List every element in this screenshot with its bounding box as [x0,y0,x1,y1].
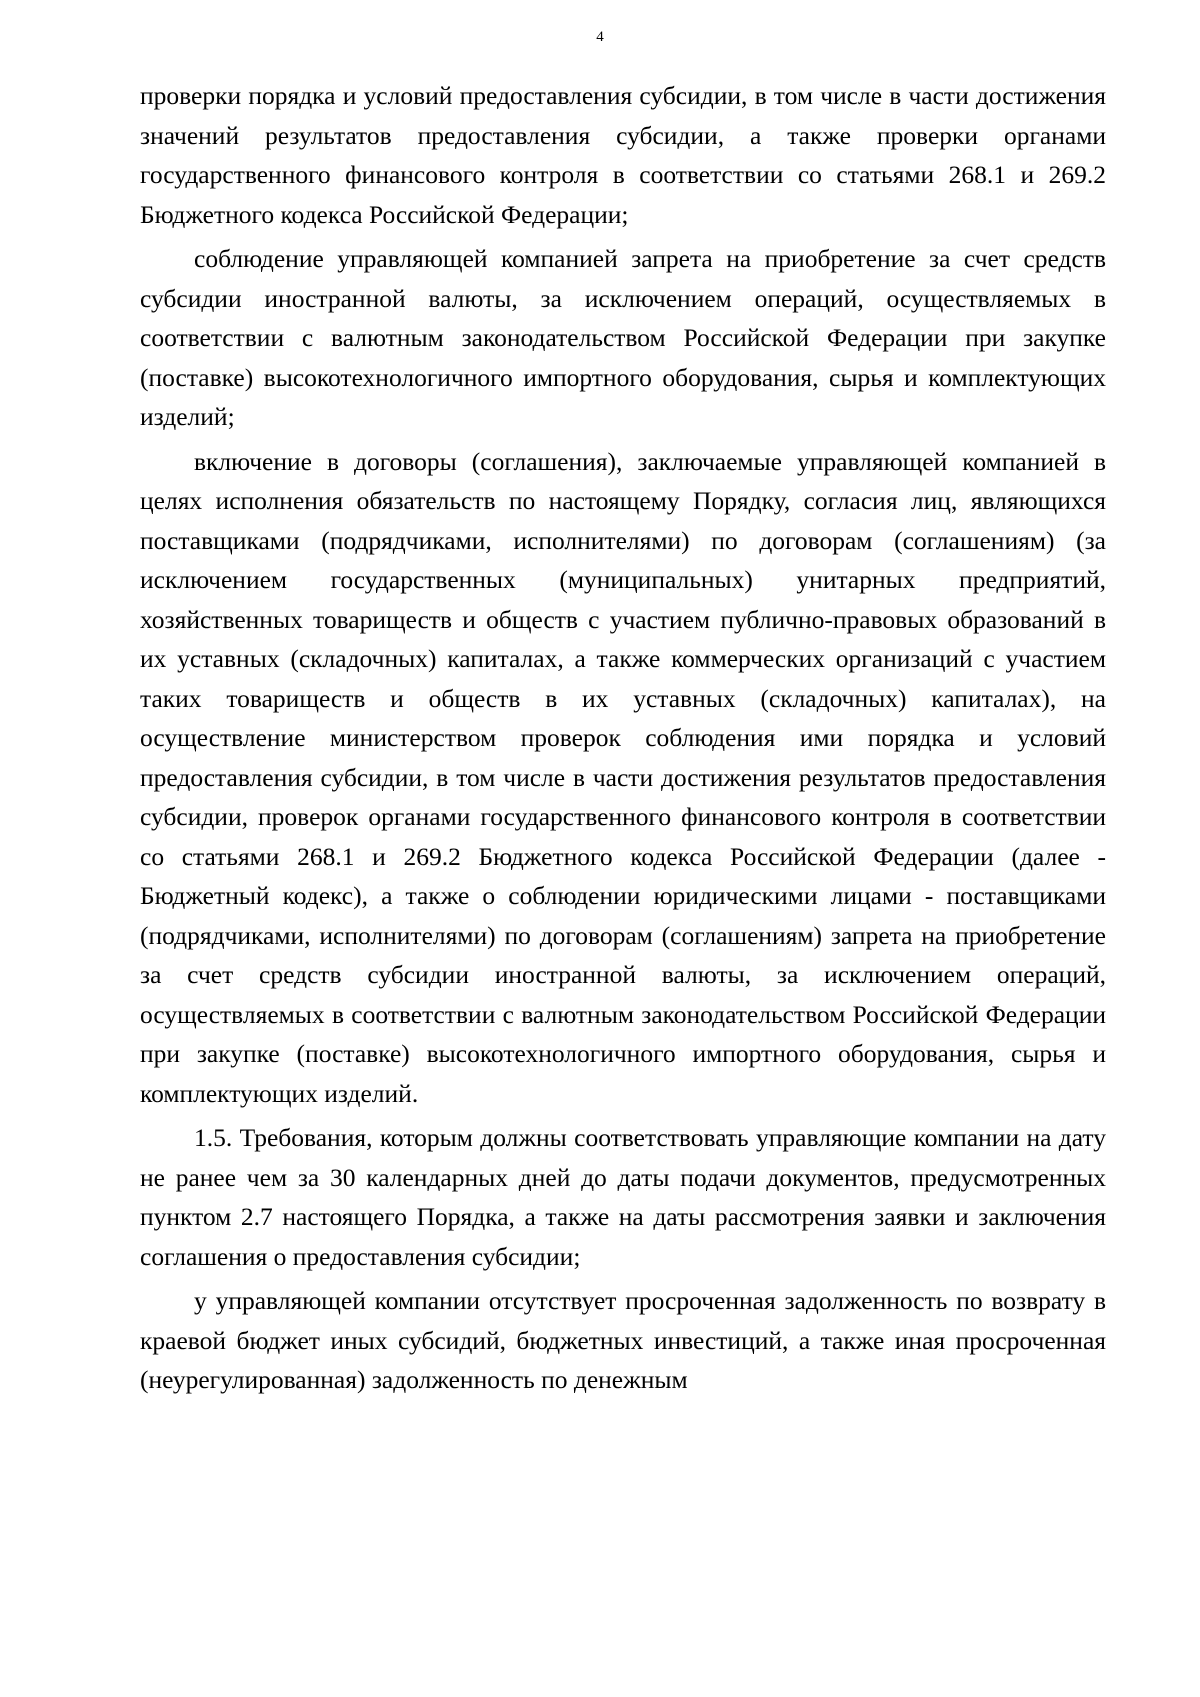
paragraph-no-debt: у управляющей компании отсутствует просроченная задолженность по возврату в краевой бюджет иных субсидий, бюджетных инвестиций, а также иная просроченная (неурегулированная) задолженность по денежным [140,1286,1106,1394]
paragraph-continuation: проверки порядка и условий предоставления субсидии, в том числе в части достижения значений результатов предоставления субсидии, а также проверки органами государственного финансового контроля в соответствии со статьями 268.1 и 269.2 Бюджетного кодекса Российской Федерации; [140,81,1106,229]
paragraph-currency-ban: соблюдение управляющей компанией запрета на приобретение за счет средств субсидии иностранной валюты, за исключением операций, осуществляемых в соответствии с валютным законодательством Российской Федерации при закупке (поставке) высокотехнологичного импортного оборудования, сырья и комплектующих изделий; [140,244,1106,431]
page-number: 4 [596,29,604,45]
paragraph-section-1-5: 1.5. Требования, которым должны соответствовать управляющие компании на дату не ранее чем за 30 календарных дней до даты подачи документов, предусмотренных пунктом 2.7 настоящего Порядка, а также на даты рассмотрения заявки и заключения соглашения о предоставления субсидии; [140,1123,1106,1271]
paragraph-contracts-consent: включение в договоры (соглашения), заключаемые управляющей компанией в целях исполнения обязательств по настоящему Порядку, согласия лиц, являющихся поставщиками (подрядчиками, исполнителями) по договорам (соглашениям) (за исключением государственных (муниципальных) унитарных предприятий, хозяйственных товариществ и обществ с участием публично-правовых образований в их уставных (складочных) капиталах, а также коммерческих организаций с участием таких товариществ и обществ в их уставных (складочных) капиталах), на осуществление министерством проверок соблюдения ими порядка и условий предоставления субсидии, в том числе в части достижения результатов предоставления субсидии, проверок органами государственного финансового контроля в соответствии со статьями 268.1 и 269.2 Бюджетного кодекса Российской Федерации (далее - Бюджетный кодекс), а также о соблюдении юридическими лицами - поставщиками (подрядчиками, исполнителями) по договорам (соглашениям) запрета на приобретение за счет средств субсидии иностранной валюты, за исключением операций, осуществляемых в соответствии с валютным законодательством Российской Федерации при закупке (поставке) высокотехнологичного импортного оборудования, сырья и комплектующих изделий. [140,446,1106,1108]
document-body [140,76,1106,1405]
